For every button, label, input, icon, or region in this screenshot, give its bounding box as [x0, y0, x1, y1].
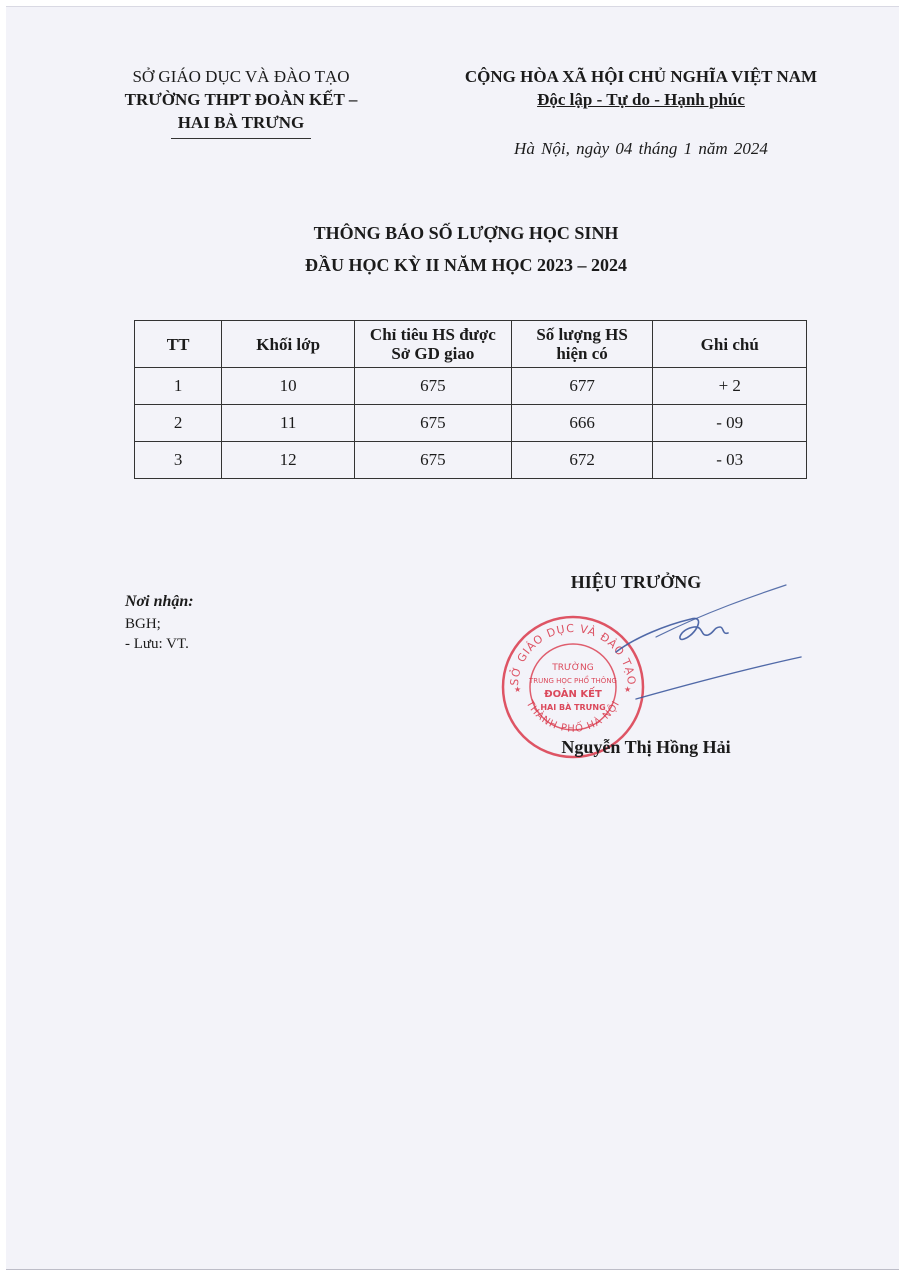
cell-quota: 675 [355, 368, 512, 405]
header-quota-line1: Chỉ tiêu HS được [369, 325, 496, 344]
table-row [135, 405, 807, 442]
header-divider [171, 138, 311, 139]
national-heading-block [426, 65, 856, 111]
student-count-table [134, 320, 807, 479]
title-line1: THÔNG BÁO SỐ LƯỢNG HỌC SINH [313, 223, 619, 243]
header-tt: TT [135, 321, 222, 368]
national-motto: Độc lập - Tự do - Hạnh phúc [537, 90, 745, 109]
document-page [6, 6, 899, 1270]
header-quota-line2: Sở GD giao [391, 344, 475, 363]
header-quota [355, 321, 512, 368]
signer-name: Nguyễn Thị Hồng Hải [561, 737, 731, 757]
header-current-line1: Số lượng HS [536, 325, 628, 344]
seal-bottom-text: THÀNH PHỐ HÀ NỘI [523, 698, 623, 735]
school-name-line2: HAI BÀ TRƯNG [177, 113, 305, 132]
document-title [106, 217, 826, 281]
country-name: CỘNG HÒA XÃ HỘI CHỦ NGHĨA VIỆT NAM [464, 67, 818, 86]
cell-grade: 11 [222, 405, 355, 442]
table-row [135, 442, 807, 479]
seal-outer-text: SỞ GIÁO DỤC VÀ ĐÀO TẠO [507, 621, 639, 687]
header-current [511, 321, 653, 368]
cell-tt: 3 [135, 442, 222, 479]
cell-quota: 675 [355, 442, 512, 479]
header-grade: Khối lớp [222, 321, 355, 368]
seal-line4: HAI BÀ TRƯNG [540, 703, 606, 712]
cell-current: 666 [511, 405, 653, 442]
cell-note: + 2 [653, 368, 807, 405]
recipient-item: BGH; [125, 616, 161, 632]
recipients-label: Nơi nhận: [125, 593, 194, 610]
handwritten-signature-icon [596, 577, 816, 717]
header-current-line2: hiện có [556, 344, 608, 363]
seal-line1: TRƯỜNG [552, 663, 594, 673]
cell-quota: 675 [355, 405, 512, 442]
table-row [135, 368, 807, 405]
cell-current: 677 [511, 368, 653, 405]
seal-line2: TRUNG HỌC PHỔ THÔNG [529, 677, 617, 685]
header-note: Ghi chú [653, 321, 807, 368]
agency-name: SỞ GIÁO DỤC VÀ ĐÀO TẠO [132, 67, 350, 86]
cell-note: - 03 [653, 442, 807, 479]
signer-title: HIỆU TRƯỞNG [570, 572, 702, 592]
cell-grade: 12 [222, 442, 355, 479]
title-line2: ĐẦU HỌC KỲ II NĂM HỌC 2023 – 2024 [305, 255, 627, 275]
seal-star-icon: ★ [514, 685, 522, 694]
cell-note: - 09 [653, 405, 807, 442]
table-header-row [135, 321, 807, 368]
issuing-agency-block [106, 65, 376, 139]
seal-line3: ĐOÀN KẾT [544, 689, 602, 700]
cell-current: 672 [511, 442, 653, 479]
cell-tt: 1 [135, 368, 222, 405]
seal-star-icon: ★ [624, 685, 632, 694]
school-name-line1: TRƯỜNG THPT ĐOÀN KẾT – [124, 90, 358, 109]
date-location: Hà Nội, ngày 04 tháng 1 năm 2024 [514, 139, 768, 158]
recipients-block [125, 592, 194, 654]
cell-tt: 2 [135, 405, 222, 442]
recipient-item: - Lưu: VT. [125, 636, 189, 652]
cell-grade: 10 [222, 368, 355, 405]
